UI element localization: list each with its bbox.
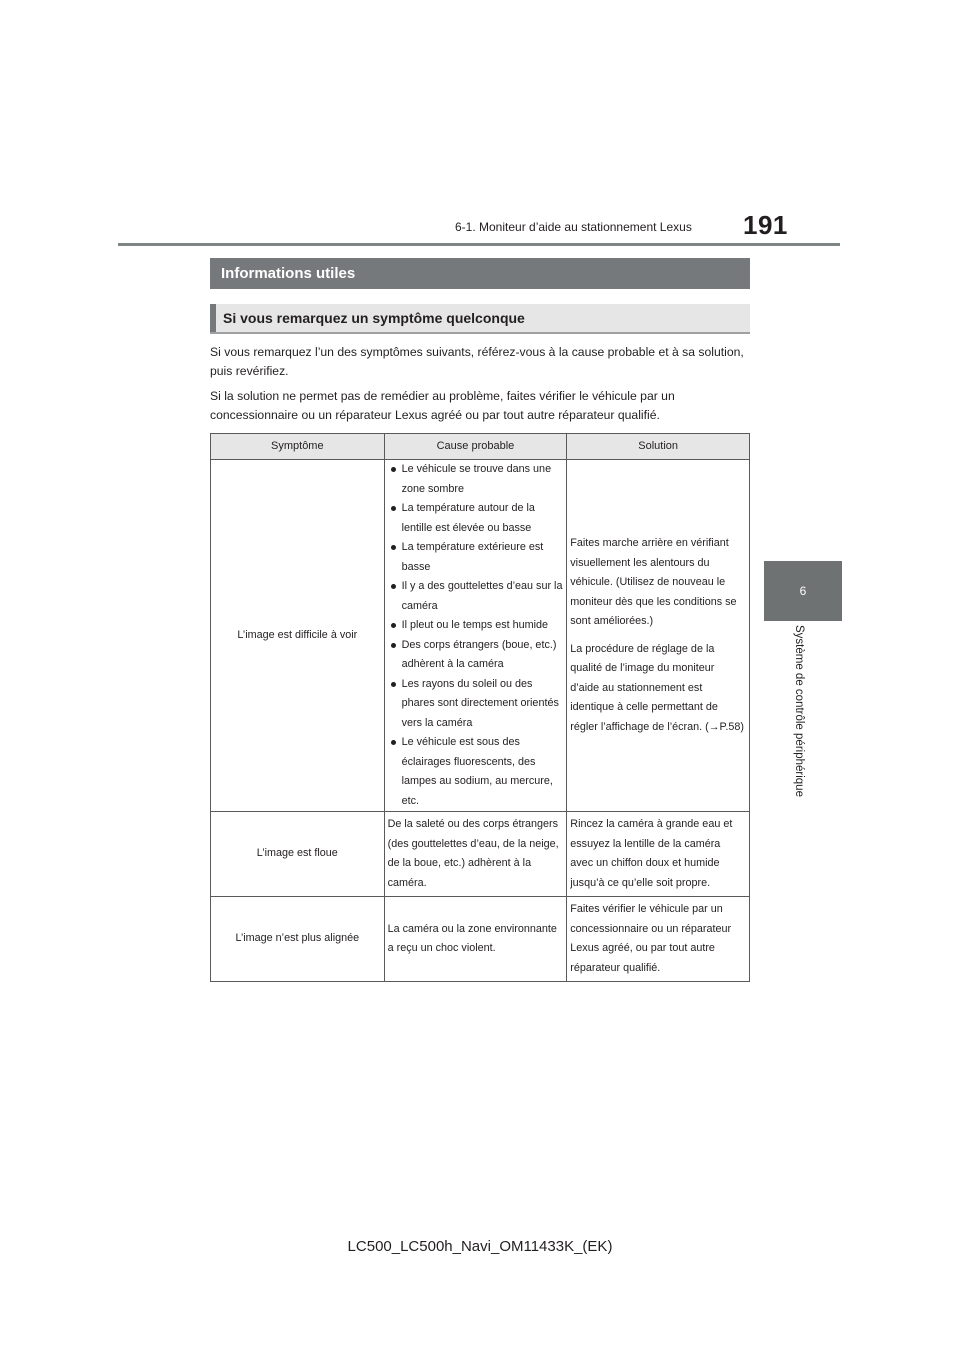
chapter-tab	[764, 561, 842, 621]
section-reference: 6-1. Moniteur d’aide au stationnement Lexus	[455, 220, 692, 234]
chapter-title: Système de contrôle périphérique	[793, 625, 805, 797]
subsection-banner	[210, 304, 750, 334]
section-banner: Informations utiles	[210, 258, 750, 289]
chapter-number: 6	[799, 584, 807, 598]
solution-cell	[567, 460, 750, 812]
subsection-accent-bar	[210, 304, 216, 332]
list-item: Le véhicule se trouve dans une zone sombre	[388, 460, 564, 499]
page-number: 191	[743, 210, 788, 240]
header-cause: Cause probable	[384, 434, 567, 460]
solution-cell: Rincez la caméra à grande eau et essuyez la lentille de la caméra avec un chiffon doux et humide jusqu’à ce qu’elle soit propre.	[567, 812, 750, 897]
solution-text: Faites marche arrière en vérifiant visuellement les alentours du véhicule. (Utilisez de nouveau le moniteur dès que les conditions se sont améliorées.)	[570, 537, 737, 627]
list-item: Le véhicule est sous des éclairages fluorescents, des lampes au sodium, au mercure, etc.	[388, 733, 564, 811]
table-row	[211, 812, 750, 897]
cause-list	[388, 460, 564, 811]
header-symptom: Symptôme	[211, 434, 385, 460]
header-solution: Solution	[567, 434, 750, 460]
solution-cell: Faites vérifier le véhicule par un concessionnaire ou un réparateur Lexus agréé, ou par tout autre réparateur qualifié.	[567, 897, 750, 982]
intro-paragraph-1: Si vous remarquez l’un des symptômes suivants, référez-vous à la cause probable et à sa solution, puis revérifiez.	[210, 345, 744, 378]
table-header-row	[211, 434, 750, 460]
list-item: Il pleut ou le temps est humide	[388, 616, 564, 636]
solution-text: La procédure de réglage de la qualité de l’image du moniteur d’aide au stationnement est identique à celle permettant de régler l’affichage de l’écran. (→P.58)	[570, 642, 744, 733]
table-row	[211, 897, 750, 982]
symptom-cell: L’image est floue	[211, 812, 385, 897]
symptom-cell: L’image est difficile à voir	[211, 460, 385, 812]
symptom-table	[210, 433, 750, 982]
cause-cell	[384, 460, 567, 812]
table-row	[211, 460, 750, 812]
cause-cell: De la saleté ou des corps étrangers (des gouttelettes d’eau, de la neige, de la boue, etc.) adhèrent à la caméra.	[384, 812, 567, 897]
header-rule	[118, 243, 840, 246]
cause-cell: La caméra ou la zone environnante a reçu un choc violent.	[384, 897, 567, 982]
symptom-cell: L’image n’est plus alignée	[211, 897, 385, 982]
list-item: Les rayons du soleil ou des phares sont directement orientés vers la caméra	[388, 675, 564, 734]
list-item: La température extérieure est basse	[388, 538, 564, 577]
list-item: Il y a des gouttelettes d’eau sur la caméra	[388, 577, 564, 616]
list-item: Des corps étrangers (boue, etc.) adhèrent à la caméra	[388, 636, 564, 675]
document-code: LC500_LC500h_Navi_OM11433K_(EK)	[347, 1238, 613, 1255]
intro-paragraph-2: Si la solution ne permet pas de remédier au problème, faites vérifier le véhicule par un concessionnaire ou un réparateur Lexus agréé ou par tout autre réparateur qualifié.	[210, 389, 675, 422]
subsection-title: Si vous remarquez un symptôme quelconque	[223, 310, 525, 326]
list-item: La température autour de la lentille est élevée ou basse	[388, 499, 564, 538]
